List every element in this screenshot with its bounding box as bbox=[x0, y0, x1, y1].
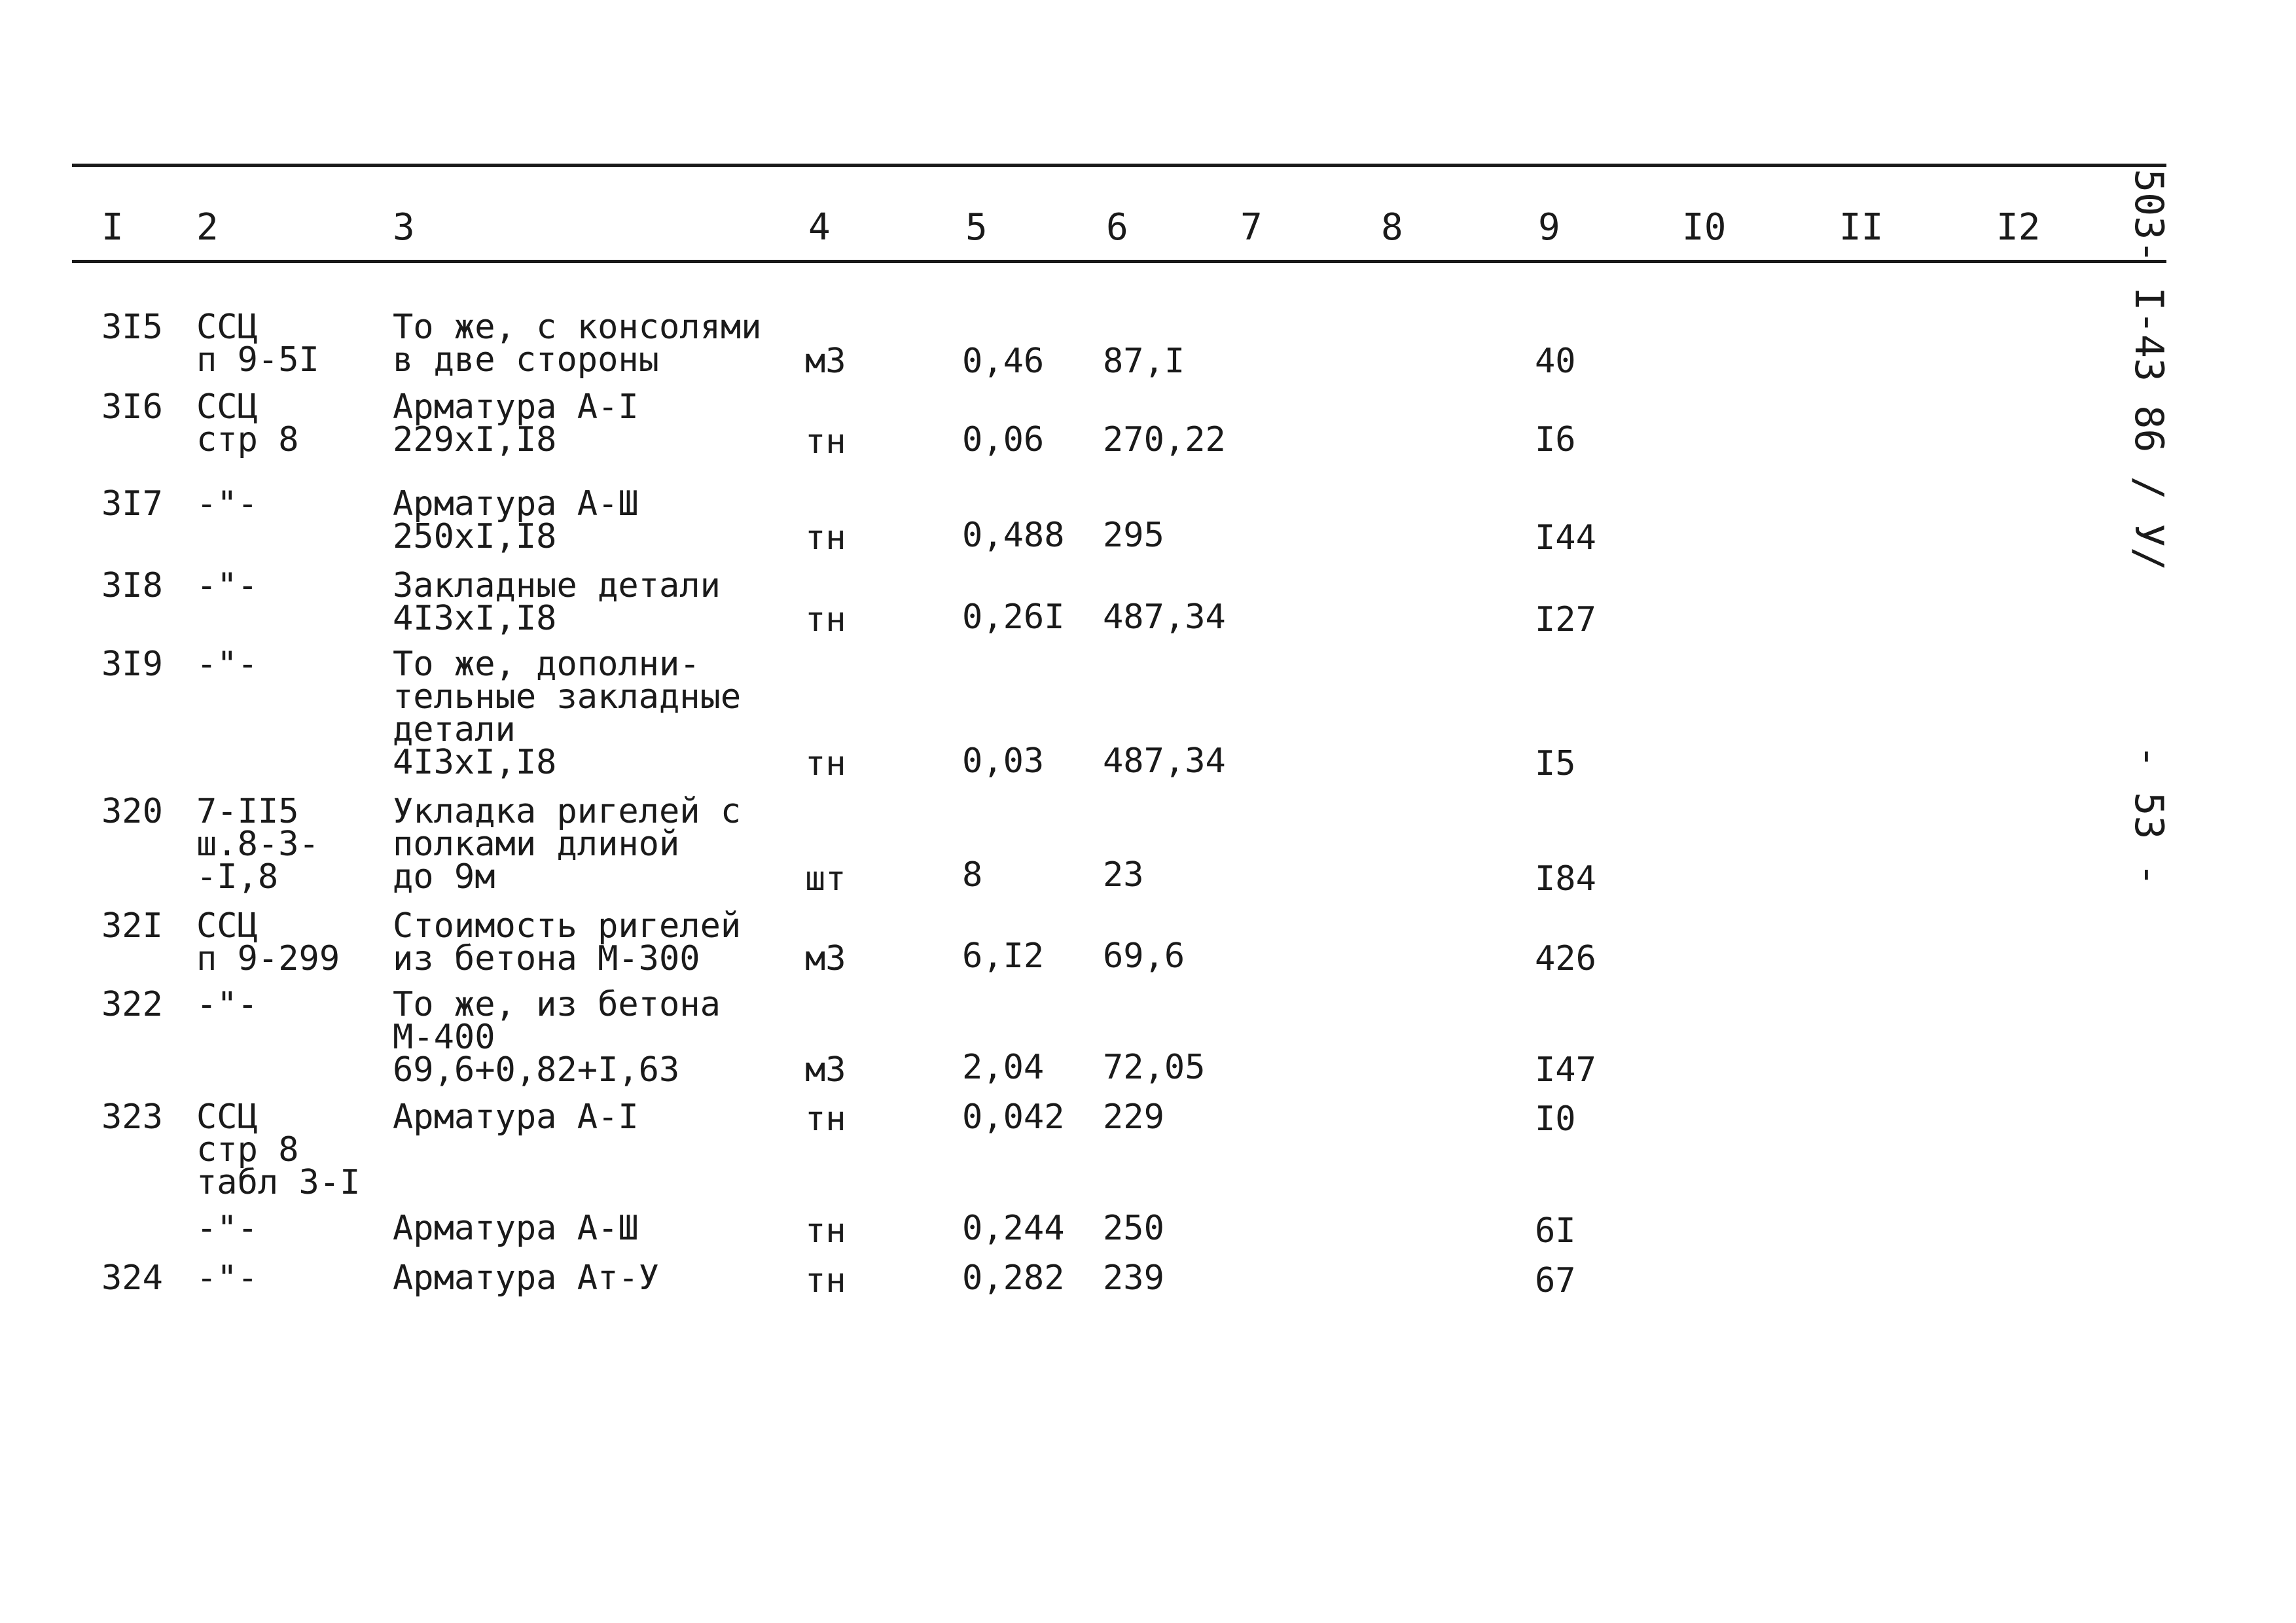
row-description: Стоимость ригелей из бетона М-300 bbox=[393, 906, 742, 978]
row-total: I0 bbox=[1535, 1099, 1576, 1139]
row-unit: м3 bbox=[805, 342, 846, 381]
row-total: I47 bbox=[1535, 1050, 1596, 1090]
row-description: Арматура А-I bbox=[393, 1097, 639, 1137]
row-unit-price: 229 bbox=[1103, 1097, 1164, 1137]
column-header-10: I0 bbox=[1682, 206, 1727, 249]
column-header-5: 5 bbox=[965, 206, 988, 249]
row-total: I27 bbox=[1535, 600, 1596, 639]
row-quantity: 0,06 bbox=[962, 420, 1045, 459]
row-number: 3I6 bbox=[101, 387, 163, 427]
row-total: I5 bbox=[1535, 744, 1576, 783]
row-source: -"- bbox=[196, 985, 258, 1024]
row-unit: тн bbox=[805, 422, 846, 461]
column-header-4: 4 bbox=[808, 206, 831, 249]
row-description: Арматура А-Ш 250xI,I8 bbox=[393, 484, 639, 556]
row-unit: тн bbox=[805, 1099, 846, 1139]
row-number: 3I7 bbox=[101, 484, 163, 524]
row-source: -"- bbox=[196, 566, 258, 605]
row-unit-price: 295 bbox=[1103, 516, 1164, 555]
row-number: 3I9 bbox=[101, 645, 163, 684]
column-header-6: 6 bbox=[1106, 206, 1128, 249]
row-source: ССЦ п 9-5I bbox=[196, 308, 319, 380]
row-description: Укладка ригелей с полками длиной до 9м bbox=[393, 792, 742, 897]
row-number: 320 bbox=[101, 792, 163, 831]
row-unit: тн bbox=[805, 518, 846, 558]
row-unit-price: 239 bbox=[1103, 1258, 1164, 1298]
row-unit: тн bbox=[805, 1261, 846, 1300]
row-number: 3I8 bbox=[101, 566, 163, 605]
row-total: 40 bbox=[1535, 342, 1576, 381]
row-source: ССЦ стр 8 табл 3-I bbox=[196, 1097, 361, 1202]
row-number: 324 bbox=[101, 1258, 163, 1298]
row-source: -"- bbox=[196, 645, 258, 684]
column-header-3: 3 bbox=[393, 206, 415, 249]
row-unit-price: 487,34 bbox=[1103, 597, 1226, 637]
row-total: I6 bbox=[1535, 420, 1576, 459]
row-description: То же, дополни- тельные закладные детали 4I3xI,I8 bbox=[393, 645, 742, 782]
document-code: 503- I-43 86 / У/ bbox=[2126, 169, 2172, 571]
row-unit-price: 250 bbox=[1103, 1209, 1164, 1248]
row-quantity: 6,I2 bbox=[962, 936, 1045, 976]
row-quantity: 2,04 bbox=[962, 1048, 1045, 1087]
row-unit: шт bbox=[805, 859, 846, 899]
column-header-7: 7 bbox=[1240, 206, 1263, 249]
row-description: То же, с консолями в две стороны bbox=[393, 308, 762, 380]
header-bottom-rule bbox=[72, 260, 2166, 263]
row-description: Закладные детали 4I3xI,I8 bbox=[393, 566, 721, 638]
row-source: 7-II5 ш.8-3- -I,8 bbox=[196, 792, 319, 897]
row-source: -"- bbox=[196, 1258, 258, 1298]
row-unit-price: 72,05 bbox=[1103, 1048, 1206, 1087]
row-number: 32I bbox=[101, 906, 163, 946]
row-source: ССЦ п 9-299 bbox=[196, 906, 340, 978]
row-number: 3I5 bbox=[101, 308, 163, 347]
row-total: 426 bbox=[1535, 939, 1596, 978]
row-unit-price: 87,I bbox=[1103, 342, 1185, 381]
column-header-2: 2 bbox=[196, 206, 219, 249]
row-quantity: 0,282 bbox=[962, 1258, 1065, 1298]
row-unit: тн bbox=[805, 600, 846, 639]
row-unit-price: 69,6 bbox=[1103, 936, 1185, 976]
column-header-12: I2 bbox=[1996, 206, 2041, 249]
column-header-1: I bbox=[101, 206, 124, 249]
header-top-rule bbox=[72, 164, 2166, 167]
row-unit: м3 bbox=[805, 939, 846, 978]
row-description: Арматура А-Ш bbox=[393, 1209, 639, 1248]
row-total: I84 bbox=[1535, 859, 1596, 899]
row-total: I44 bbox=[1535, 518, 1596, 558]
page-number: - 53 - bbox=[2126, 745, 2172, 887]
row-description: Арматура А-I 229xI,I8 bbox=[393, 387, 639, 459]
row-quantity: 0,26I bbox=[962, 597, 1065, 637]
row-quantity: 0,46 bbox=[962, 342, 1045, 381]
row-unit-price: 270,22 bbox=[1103, 420, 1226, 459]
row-description: То же, из бетона М-400 69,6+0,82+I,63 bbox=[393, 985, 721, 1090]
column-header-9: 9 bbox=[1538, 206, 1560, 249]
row-total: 6I bbox=[1535, 1211, 1576, 1251]
row-source: -"- bbox=[196, 1209, 258, 1248]
row-unit: м3 bbox=[805, 1050, 846, 1090]
column-header-8: 8 bbox=[1381, 206, 1403, 249]
row-number: 323 bbox=[101, 1097, 163, 1137]
row-quantity: 0,488 bbox=[962, 516, 1065, 555]
row-source: -"- bbox=[196, 484, 258, 524]
row-unit: тн bbox=[805, 744, 846, 783]
row-quantity: 0,03 bbox=[962, 741, 1045, 781]
row-quantity: 0,042 bbox=[962, 1097, 1065, 1137]
row-source: ССЦ стр 8 bbox=[196, 387, 299, 459]
row-unit-price: 487,34 bbox=[1103, 741, 1226, 781]
row-number: 322 bbox=[101, 985, 163, 1024]
row-total: 67 bbox=[1535, 1261, 1576, 1300]
row-quantity: 0,244 bbox=[962, 1209, 1065, 1248]
row-quantity: 8 bbox=[962, 855, 983, 895]
row-unit-price: 23 bbox=[1103, 855, 1144, 895]
row-unit: тн bbox=[805, 1211, 846, 1251]
row-description: Арматура Ат-У bbox=[393, 1258, 659, 1298]
column-header-11: II bbox=[1839, 206, 1884, 249]
